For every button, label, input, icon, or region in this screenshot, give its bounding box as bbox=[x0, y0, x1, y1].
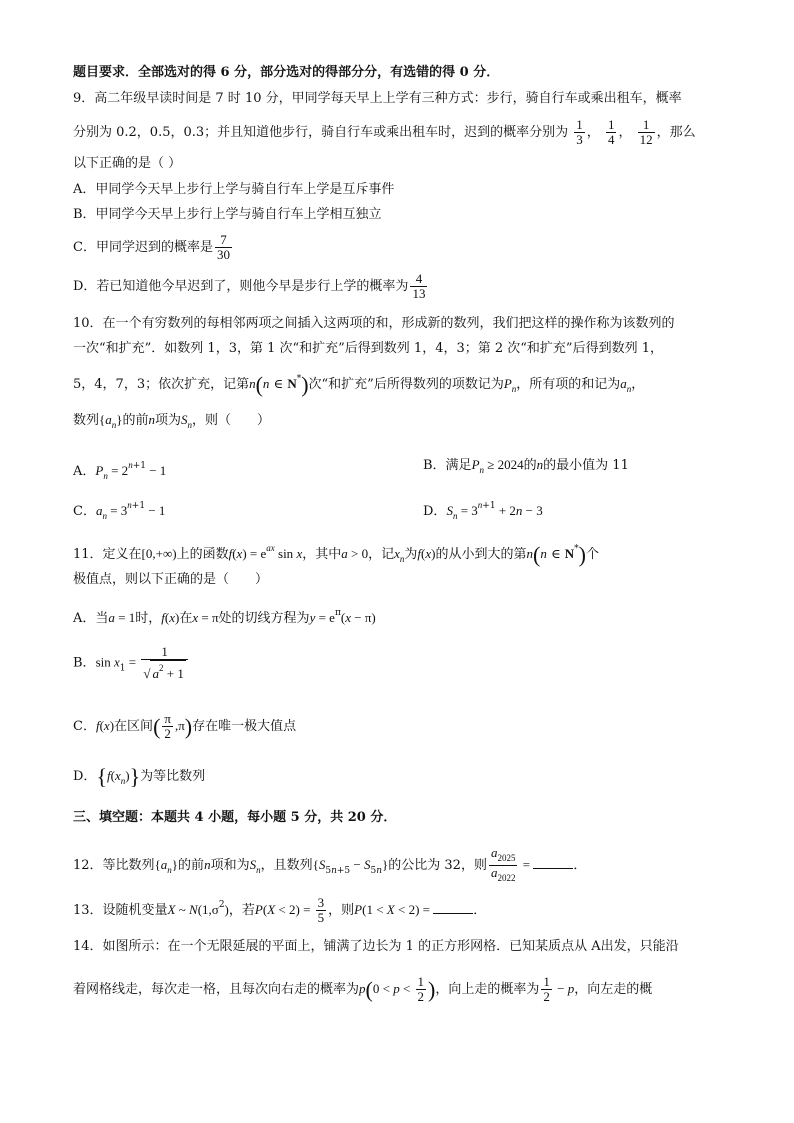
q9-line1: 9．高二年级早读时间是 7 时 10 分，甲同学每天早上上学有三种方式：步行，骑自行车或乘出租车，概率 bbox=[73, 91, 682, 106]
q10-line4: 数列$\{a_n\}$的前n项为$S_n$，则（ ） bbox=[73, 412, 271, 430]
q10-line2: 一次“和扩充”．如数列 1，3，第 1 次“和扩充”后得到数列 1，4，3；第 2 次“和扩充”后得到数列 1， bbox=[73, 341, 663, 356]
q11-option-d: D．$\{f(x_n)\}$为等比数列 bbox=[73, 764, 206, 789]
q11-line2: 极值点，则以下正确的是（ ） bbox=[73, 572, 269, 587]
q10-line3: 5，4，7，3；依次扩充，记第n(n ∈ N*)次“和扩充”后所得数列的项数记为$P_n$，所有项的和记为$a_n$， bbox=[73, 372, 645, 397]
section-instruction: 题目要求．全部选对的得 6 分，部分选对的得部分分，有选错的得 0 分． bbox=[73, 65, 500, 80]
q9-option-c: C．甲同学迟到的概率是 $\frac{7}{30}$ bbox=[73, 232, 230, 262]
answer-blank[interactable] bbox=[433, 901, 473, 914]
answer-blank[interactable] bbox=[533, 856, 573, 869]
q9-line3: 以下正确的是（ ） bbox=[73, 156, 182, 171]
q10-options-ab: A．$P_n = 2^{n+1} - 1$ B．满足$P_n \ge 2024$的n的最小值为 11 bbox=[73, 457, 629, 481]
q9-line2: 分别为 0.2，0.5，0.3；并且知道他步行，骑自行车或乘出租车时，迟到的概率分别为 $\frac{1}{3}$ ， $\frac{1}{4}$ ， $\frac{1}{12}$ ，那么 bbox=[73, 117, 696, 147]
q10-options-cd: C．$a_n = 3^{n+1} - 1$ D．$S_n = 3^{n+1} + 2n - 3$ bbox=[73, 500, 543, 521]
q13: 13．设随机变量X ~ $N(1,\sigma^2)$，若P(X < 2) = $\frac{3}{5}$ ，则P(1 < X < 2) = ． bbox=[73, 895, 487, 925]
section-3-heading: 三、填空题：本题共 4 小题，每小题 5 分，共 20 分． bbox=[73, 810, 397, 825]
q11-option-c: C．f(x)在区间( $\frac{\pi}{2}$ ,π)存在唯一极大值点 bbox=[73, 711, 297, 741]
q14-line1: 14．如图所示：在一个无限延展的平面上，铺满了边长为 1 的正方形网格．已知某质点从 A出发，只能沿 bbox=[73, 939, 679, 954]
q11-option-b: B．$\sin x_1$ = $\frac{1}{√ a^2 + 1}$ bbox=[73, 645, 190, 681]
q9-option-b: B．甲同学今天早上步行上学与骑自行车上学相互独立 bbox=[73, 207, 382, 222]
q10-line1: 10．在一个有穷数列的每相邻两项之间插入这两项的和，形成新的数列，我们把这样的操作称为该数列的 bbox=[73, 316, 675, 331]
q9-option-a: A．甲同学今天早上步行上学与骑自行车上学是互斥事件 bbox=[73, 182, 395, 197]
q11-line1: 11．定义在[0,+∞)上的函数$f(x) = e^{ax}$ sin x，其中a > 0，记$x_n$为f(x)的从小到大的第n(n ∈ N*)个 bbox=[73, 542, 599, 567]
q11-option-a: A．当a = 1时，f(x)在x = π处的切线方程为$y = e^\pi(x - \pi)$ bbox=[73, 608, 376, 626]
q9-option-d: D．若已知道他今早迟到了，则他今早是步行上学的概率为 $\frac{4}{13}$ bbox=[73, 271, 426, 301]
q14-line2: 着网格线走，每次走一格，且每次向右走的概率为p(0 < p < $\frac{1}{2}$ )，向上走的概率为 $\frac{1}{2}$ − p，向左走的概 bbox=[73, 974, 653, 1004]
q12: 12．等比数列$\{a_n\}$的前n项和为$S_n$，且数列$\{S_{5n+5} - S_{5n}\}$的公比为 32，则 $\frac{a_{2025}}{a_{2022}}$ = ． bbox=[73, 845, 587, 883]
